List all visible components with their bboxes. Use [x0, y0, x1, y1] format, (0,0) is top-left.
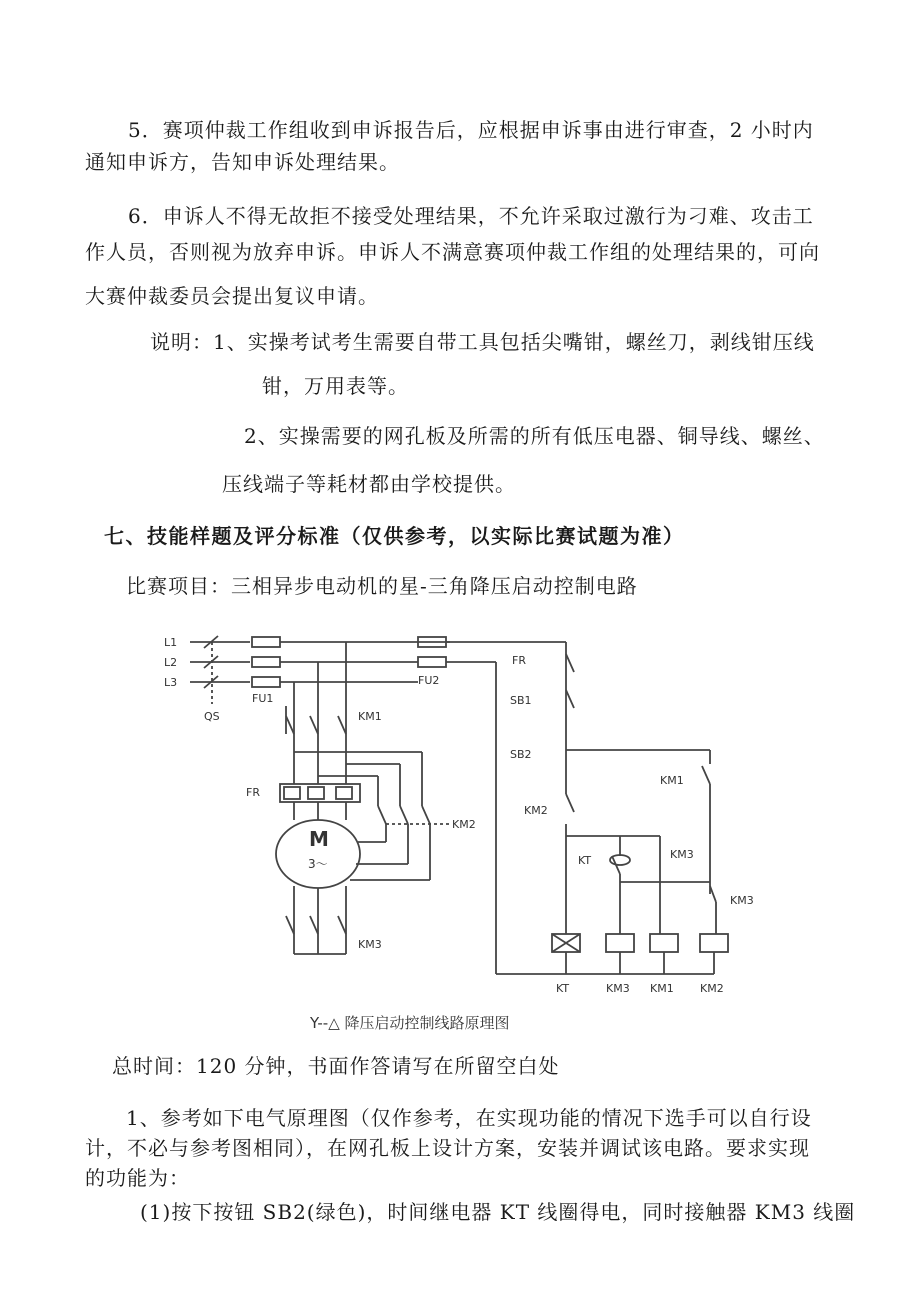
section-heading: 七、技能样题及评分标准（仅供参考，以实际比赛试题为准） — [104, 524, 685, 548]
task-1-line-3: 的功能为： — [85, 1166, 190, 1190]
label-km3-control-a: KM3 — [670, 848, 694, 861]
coil-label-km2: KM2 — [700, 982, 724, 995]
label-fu2: FU2 — [418, 674, 440, 687]
paragraph-5-line-1: 5．赛项仲裁工作组收到申诉报告后，应根据申诉事由进行审查，2 小时内 — [128, 118, 814, 142]
paragraph-6-line-3: 大赛仲裁委员会提出复议申请。 — [85, 284, 379, 308]
label-km3-main: KM3 — [358, 938, 382, 951]
label-sb2: SB2 — [510, 748, 532, 761]
label-km2-main: KM2 — [452, 818, 476, 831]
label-l2: L2 — [164, 656, 178, 669]
label-sb1: SB1 — [510, 694, 532, 707]
task-1-line-2: 计，不必与参考图相同），在网孔板上设计方案，安装并调试该电路。要求实现 — [85, 1136, 810, 1160]
circuit-diagram — [160, 624, 780, 1044]
paragraph-5-line-2: 通知申诉方，告知申诉处理结果。 — [85, 150, 400, 174]
task-1-item-1: (1)按下按钮 SB2(绿色)，时间继电器 KT 线圈得电，同时接触器 KM3 线圈 — [140, 1200, 856, 1224]
label-qs: QS — [204, 710, 220, 723]
motor-label: M — [309, 827, 329, 851]
paragraph-6-line-2: 作人员，否则视为放弃申诉。申诉人不满意赛项仲裁工作组的处理结果的，可向 — [85, 240, 820, 264]
coil-label-km1: KM1 — [650, 982, 674, 995]
label-km1-main: KM1 — [358, 710, 382, 723]
label-fr-control: FR — [512, 654, 526, 667]
label-km2-control: KM2 — [524, 804, 548, 817]
coil-label-km3: KM3 — [606, 982, 630, 995]
task-1-line-1: 1、参考如下电气原理图（仅作参考，在实现功能的情况下选手可以自行设 — [126, 1106, 812, 1130]
diagram-caption: Y--△ 降压启动控制线路原理图 — [310, 1014, 510, 1032]
label-km3-control-b: KM3 — [730, 894, 754, 907]
note-1-line-2: 钳，万用表等。 — [262, 374, 409, 398]
note-1-line-1: 说明：1、实操考试考生需要自带工具包括尖嘴钳，螺丝刀，剥线钳压线 — [150, 330, 815, 354]
label-fu1: FU1 — [252, 692, 274, 705]
project-title: 比赛项目：三相异步电动机的星-三角降压启动控制电路 — [126, 574, 638, 598]
label-kt-control: KT — [578, 854, 592, 867]
label-l1: L1 — [164, 636, 178, 649]
note-2-line-2: 压线端子等耗材都由学校提供。 — [222, 472, 516, 496]
note-2-line-1: 2、实操需要的网孔板及所需的所有低压电器、铜导线、螺丝、 — [244, 424, 825, 448]
label-l3: L3 — [164, 676, 178, 689]
label-fr-main: FR — [246, 786, 260, 799]
label-km1-control: KM1 — [660, 774, 684, 787]
paragraph-6-line-1: 6．申诉人不得无故拒不接受处理结果，不允许采取过激行为刁难、攻击工 — [128, 204, 814, 228]
coil-label-kt: KT — [556, 982, 570, 995]
total-time: 总时间：120 分钟，书面作答请写在所留空白处 — [112, 1054, 560, 1078]
motor-sub-label: 3～ — [308, 857, 328, 871]
